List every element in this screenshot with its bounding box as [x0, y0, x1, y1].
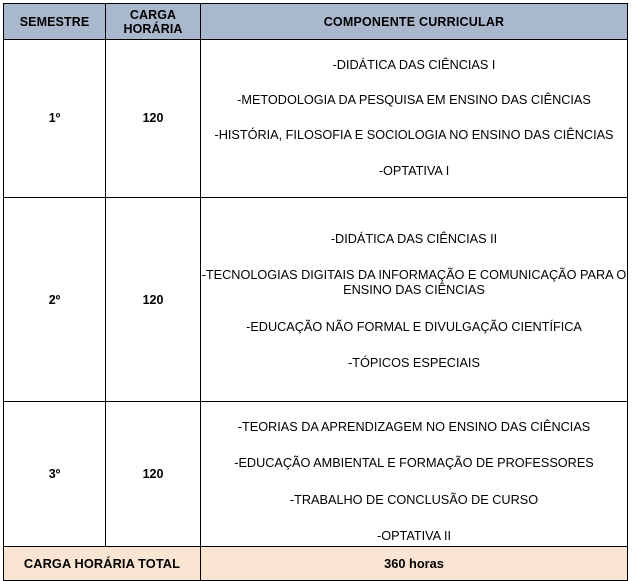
curriculum-table	[3, 3, 628, 581]
table-header	[4, 4, 628, 40]
list-item: -OPTATIVA I	[378, 163, 450, 178]
column-header-carga-horaria	[106, 4, 201, 40]
list-item: -OPTATIVA II	[376, 528, 451, 543]
table-row	[4, 402, 628, 547]
column-header-carga-line2: HORÁRIA	[123, 21, 183, 36]
list-item: -TRABALHO DE CONCLUSÃO DE CURSO	[289, 492, 539, 507]
column-header-componente-curricular: COMPONENTE CURRICULAR	[201, 4, 628, 40]
cell-carga-horaria: 120	[106, 197, 201, 401]
cell-componente-curricular	[201, 402, 628, 547]
cell-semestre: 3º	[4, 402, 106, 547]
course-list	[201, 58, 627, 179]
total-value: 360 horas	[201, 547, 628, 581]
list-item: -DIDÁTICA DAS CIÊNCIAS II	[330, 231, 498, 246]
cell-carga-horaria: 120	[106, 402, 201, 547]
cell-carga-horaria: 120	[106, 40, 201, 198]
list-item: -EDUCAÇÃO NÃO FORMAL E DIVULGAÇÃO CIENTÍFICA	[246, 319, 582, 334]
header-row	[4, 4, 628, 40]
cell-semestre: 2º	[4, 197, 106, 401]
total-row	[4, 547, 628, 581]
list-item: -TECNOLOGIAS DIGITAIS DA INFORMAÇÃO E COMUNICAÇÃO PARA O ENSINO DAS CIÊNCIAS	[201, 268, 627, 298]
column-header-semestre: SEMESTRE	[4, 4, 106, 40]
table-row	[4, 40, 628, 198]
cell-componente-curricular	[201, 197, 628, 401]
course-list	[201, 420, 627, 544]
course-list	[201, 232, 627, 371]
list-item: -DIDÁTICA DAS CIÊNCIAS I	[332, 58, 496, 72]
cell-componente-curricular	[201, 40, 628, 198]
table-row	[4, 197, 628, 401]
list-item: -HISTÓRIA, FILOSOFIA E SOCIOLOGIA NO ENSINO DAS CIÊNCIAS	[214, 128, 614, 143]
list-item: -TEORIAS DA APRENDIZAGEM NO ENSINO DAS CIÊNCIAS	[237, 420, 591, 435]
list-item: -EDUCAÇÃO AMBIENTAL E FORMAÇÃO DE PROFESSORES	[234, 456, 594, 471]
table-body	[4, 40, 628, 581]
cell-semestre: 1º	[4, 40, 106, 198]
list-item: -TÓPICOS ESPECIAIS	[348, 355, 480, 370]
column-header-carga-line1: CARGA	[129, 7, 177, 22]
total-label: CARGA HORÁRIA TOTAL	[4, 547, 201, 581]
list-item: -METODOLOGIA DA PESQUISA EM ENSINO DAS CIÊNCIAS	[237, 93, 591, 108]
